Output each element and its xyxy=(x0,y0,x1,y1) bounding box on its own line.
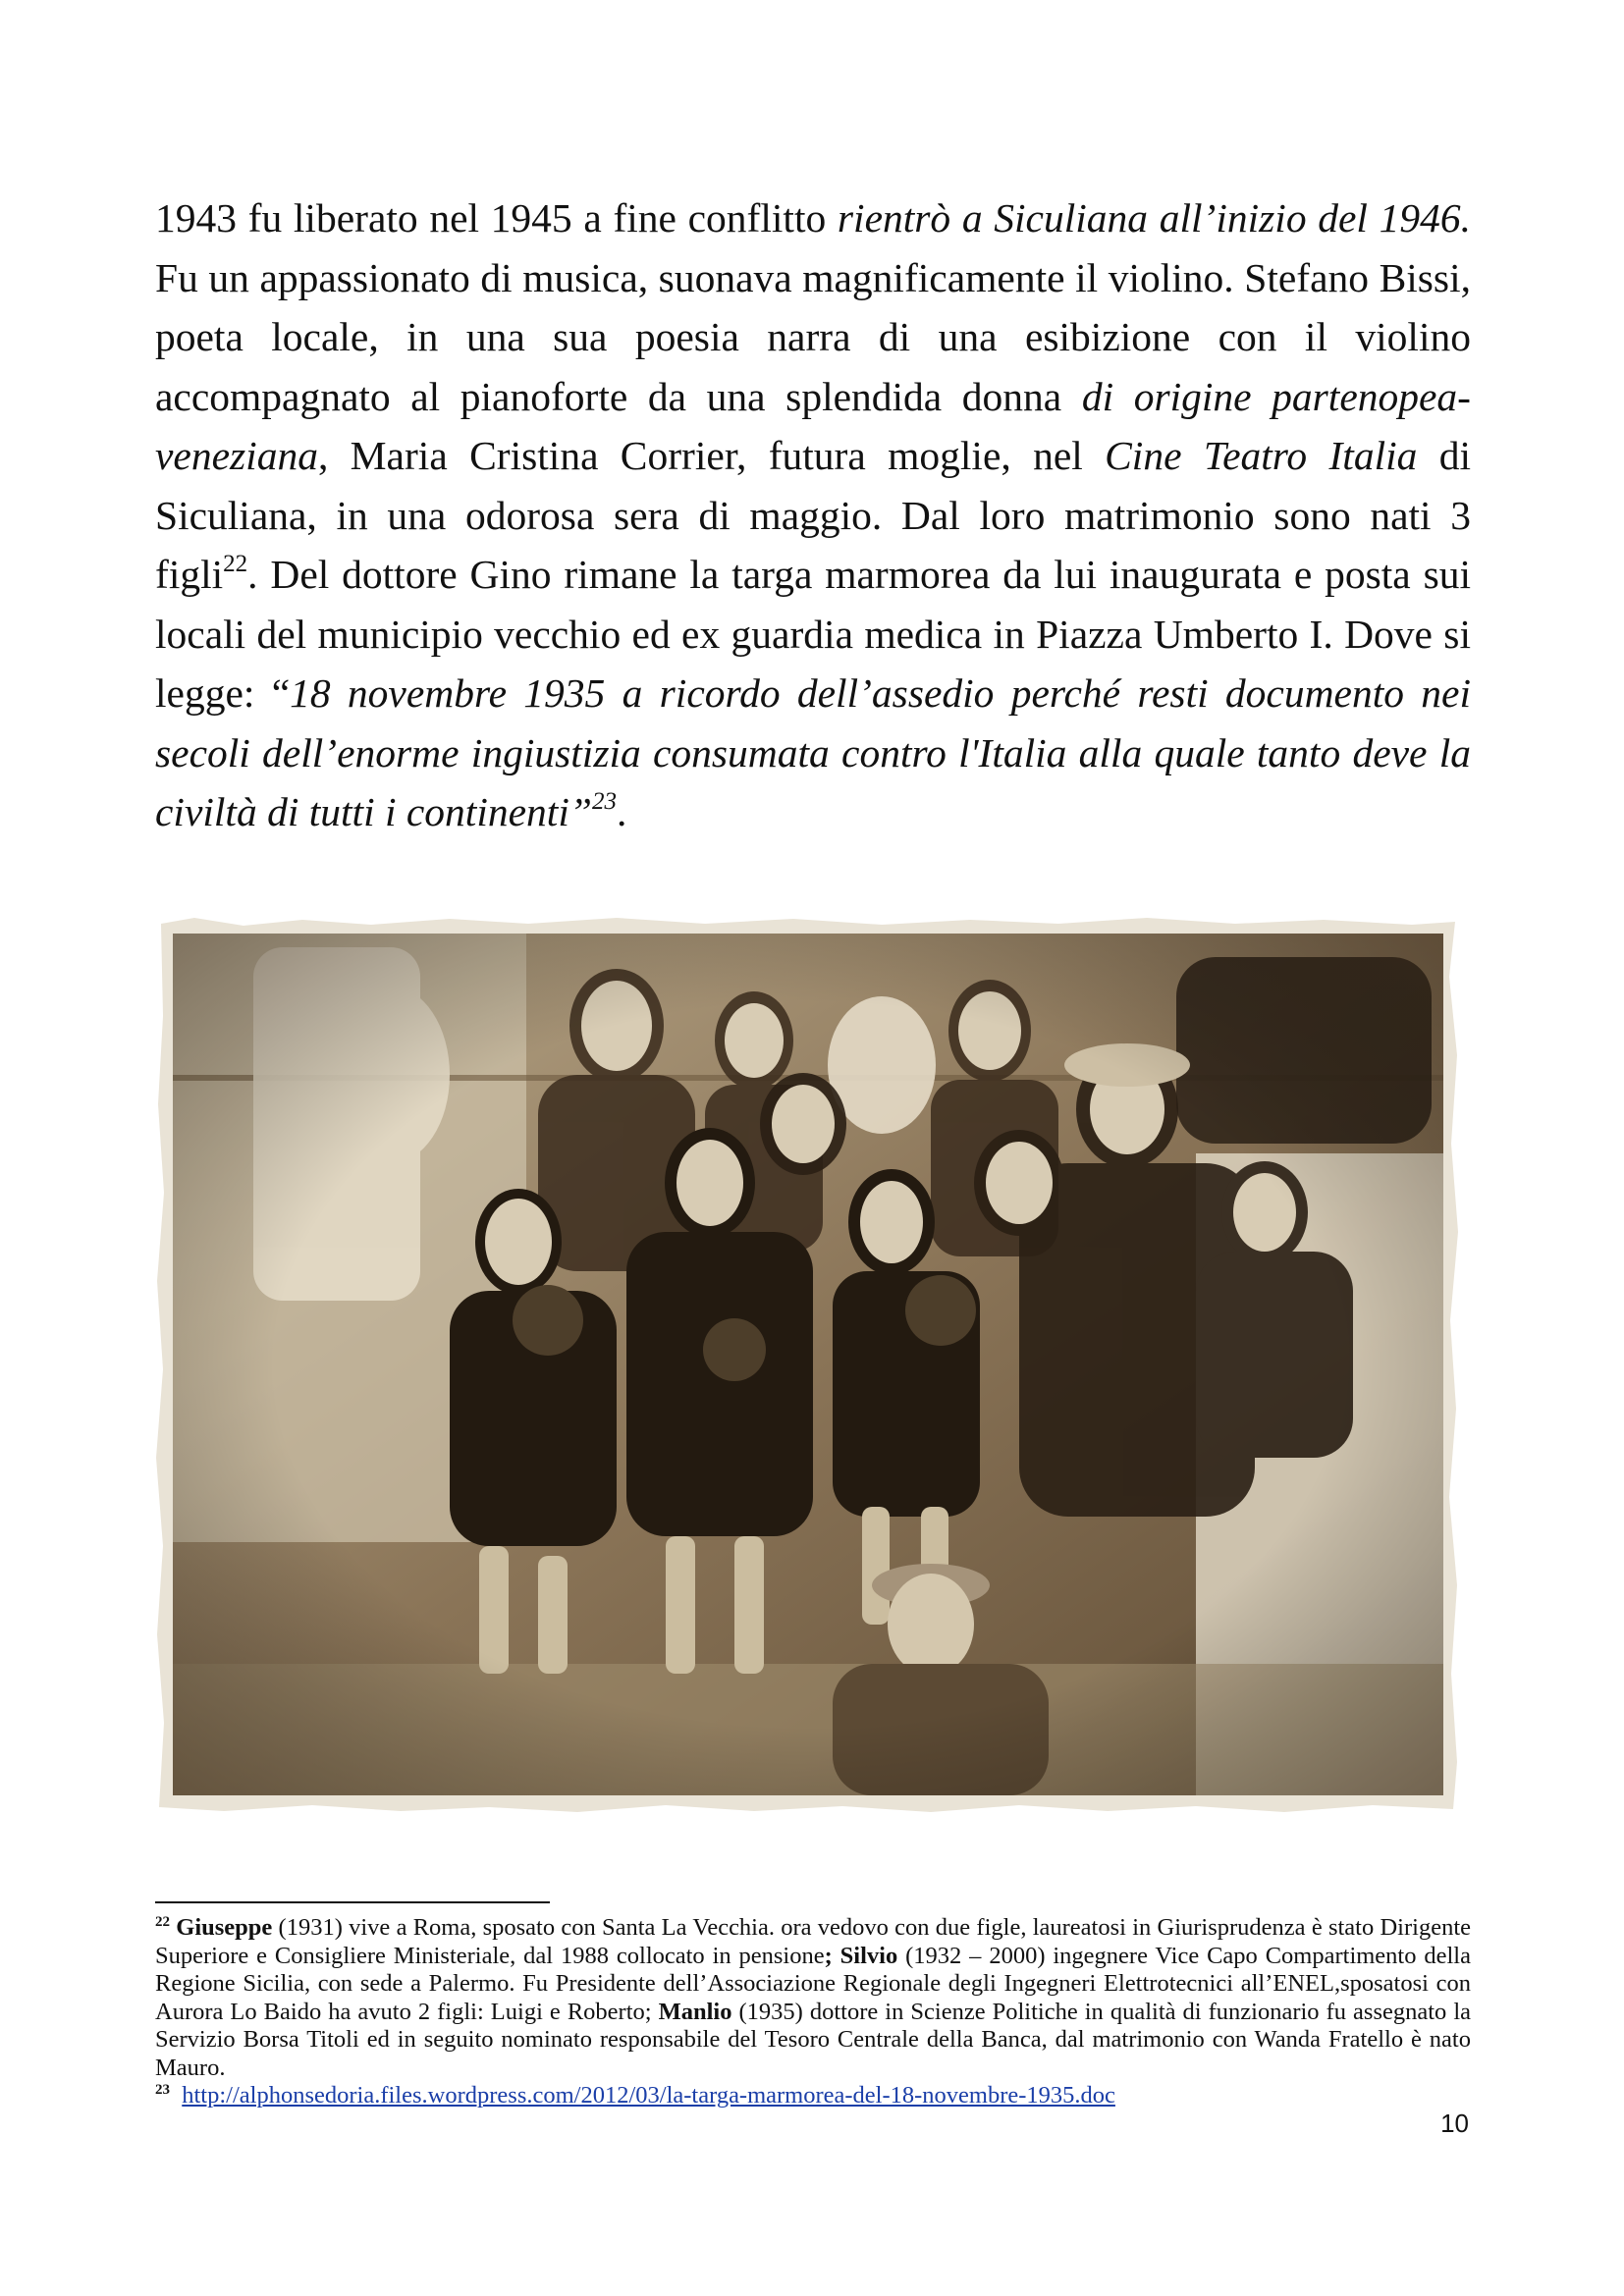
text-run: Fu un appassionato di musica, suonava magnificamente il violino. Stefano Bissi, poeta locale, in una sua poesia narra di una esibizione con il violino accompagnato al pianoforte da una splendida donna xyxy=(155,254,1471,419)
page-number: 10 xyxy=(1440,2109,1469,2138)
closing-quote: ” xyxy=(568,789,592,834)
text-run: di Siculiana, in una odorosa sera di maggio. Dal loro matrimonio sono nati 3 figli xyxy=(155,433,1471,597)
footnote-link[interactable]: http://alphonsedoria.files.wordpress.com/2012/03/la-targa-marmorea-del-18-novembre-1935.doc xyxy=(182,2082,1115,2109)
text-run: , Maria Cristina Corrier, futura moglie, nel xyxy=(317,433,1106,478)
footnote-ref-22[interactable]: 22 xyxy=(223,551,248,578)
footnote-ref-23[interactable]: 23 xyxy=(591,788,617,816)
footnote-separator xyxy=(155,1901,550,1903)
family-photograph xyxy=(155,918,1461,1813)
text-run: (1932 – 2000) ingegnere Vice Capo Compartimento della Regione Sicilia, con sede a Palermo. Fu Presidente dell’Associazione Regionale degli Ingegneri Elettrotecnici all’ENEL,sposatosi con Aurora Lo Baido ha avuto 2 figli: Luigi e Roberto; xyxy=(155,1942,1471,2025)
body-paragraph xyxy=(155,188,1471,842)
photo-illustration xyxy=(155,918,1461,1813)
italic-run: rientrò a Siculiana all’inizio del 1946. xyxy=(837,195,1471,240)
text-run: (1935) dottore in Scienze Politiche in qualità di funzionario fu assegnato la Servizio Borsa Titoli ed in seguito nominato responsabile del Tesoro Centrale della Banca, dal matrimonio con Wanda Fratello è nato Mauro. xyxy=(155,1998,1471,2081)
footnote-22 xyxy=(155,1914,1471,2082)
bold-run: Giuseppe xyxy=(176,1914,273,1941)
italic-run: Cine Teatro Italia xyxy=(1105,433,1418,478)
footnote-number: 22 xyxy=(155,1913,170,1930)
bold-run: ; Silvio xyxy=(824,1942,898,1969)
text-run: 1943 fu liberato nel 1945 a fine conflitto xyxy=(155,195,838,240)
text-run: (1931) vive a Roma, sposato con Santa La Vecchia. ora vedovo con due figle, laureatosi in Giurisprudenza è stato Dirigente Superiore e Consigliere Ministeriale, dal 1988 collocato in pensione xyxy=(155,1914,1471,1969)
italic-run: di origine partenopea-veneziana xyxy=(155,373,1472,478)
quote-italic: 18 novembre 1935 a ricordo dell’assedio perché resti documento nei secoli dell’enorme ingiustizia consumata contro l'Italia alla quale tanto deve la civiltà di tutti i continenti xyxy=(155,670,1472,834)
footnotes xyxy=(155,1914,1471,2110)
footnote-23 xyxy=(155,2082,1471,2110)
bold-run: Manlio xyxy=(658,1998,732,2025)
text-run: . xyxy=(616,789,627,834)
text-run: . Del dottore Gino rimane la targa marmorea da lui inaugurata e posta sui locali del municipio vecchio ed ex guardia medica in Piazza Umberto I. Dove si legge: “ xyxy=(155,552,1471,716)
footnote-number: 23 xyxy=(155,2081,170,2098)
